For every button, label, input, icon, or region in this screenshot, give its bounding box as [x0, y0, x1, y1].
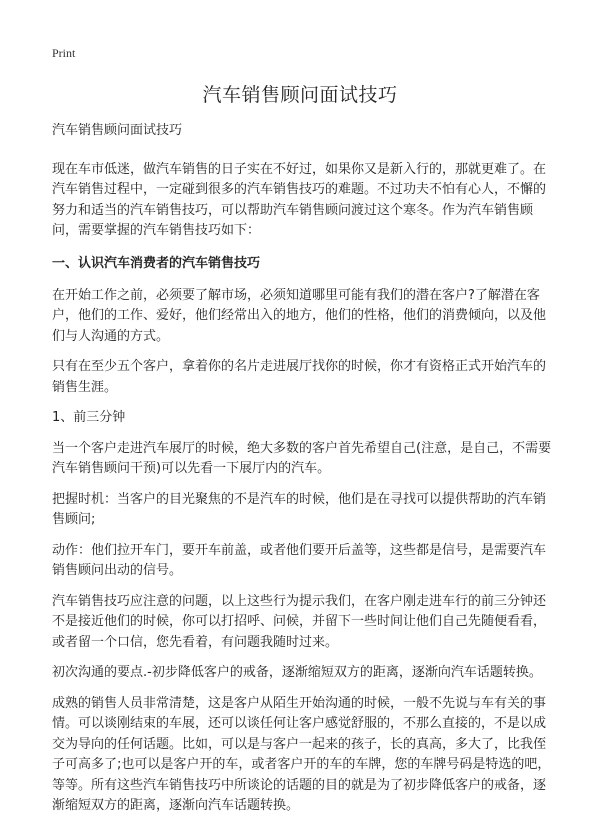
paragraph: 动作：他们拉开车门，要开车前盖，或者他们要开后盖等，这些都是信号，是需要汽车销售顾问出动的信号。	[52, 542, 547, 578]
paragraph: 成熟的销售人员非常清楚，这是客户从陌生开始沟通的时候，一般不先说与车有关的事情。可以谈刚结束的车展，还可以谈任何让客户感觉舒服的，不那么直接的，不是以成交为导向的任何话题。比如，可以是与客户一起来的孩子，长的真高，多大了，比我侄子可高多了;也可以是客户开的车，或者客户开的车的车牌，您的车牌号码是特选的吧，等等。所有这些汽车销售技巧中所谈论的话题的目的就是为了初步降低客户的戒备，逐渐缩短双方的距离，逐渐向汽车话题转换。	[52, 695, 551, 813]
article-subtitle: 汽车销售顾问面试技巧	[52, 123, 183, 138]
article-body	[52, 121, 552, 827]
section-heading: 一、认识汽车消费者的汽车销售技巧	[52, 255, 261, 271]
page-title: 汽车销售顾问面试技巧	[202, 84, 398, 106]
paragraph: 初次沟通的要点.-初步降低客户的戒备，逐渐缩短双方的距离，逐渐向汽车话题转换。	[52, 665, 542, 680]
paragraph: 汽车销售技巧应注意的问题，以上这些行为提示我们，在客户刚走进车行的前三分钟还不是接近他们的时候，你可以打招呼、问候，并留下一些时间让他们自己先随便看看，或者留一个口信，您先看着，有问题我随时过来。	[52, 593, 547, 650]
paragraph: 只有在至少五个客户，拿着你的名片走进展厅找你的时候，你才有资格正式开始汽车的销售生涯。	[52, 359, 547, 395]
intro-paragraph: 现在车市低迷，做汽车销售的日子实在不好过，如果你又是新入行的，那就更难了。在汽车销售过程中，一定碰到很多的汽车销售技巧的难题。不过功夫不怕有心人，不懈的努力和适当的汽车销售技巧，可以帮助汽车销售顾问渡过这个寒冬。作为汽车销售顾问，需要掌握的汽车销售技巧如下：	[52, 161, 547, 238]
subsection-heading: 1、前三分钟	[52, 410, 126, 425]
paragraph: 把握时机：当客户的目光聚焦的不是汽车的时候，他们是在寻找可以提供帮助的汽车销售顾问;	[52, 491, 547, 527]
paragraph: 在开始工作之前，必须要了解市场，必须知道哪里可能有我们的潜在客户?了解潜在客户，他们的工作、爱好，他们经常出入的地方，他们的性格，他们的消费倾向，以及他们与人沟通的方式。	[52, 287, 547, 344]
paragraph: 当一个客户走进汽车展厅的时候，绝大多数的客户首先希望自己(注意，是自己，不需要汽车销售顾问干预)可以先看一下展厅内的汽车。	[52, 440, 552, 476]
print-link[interactable]: Print	[52, 46, 76, 60]
